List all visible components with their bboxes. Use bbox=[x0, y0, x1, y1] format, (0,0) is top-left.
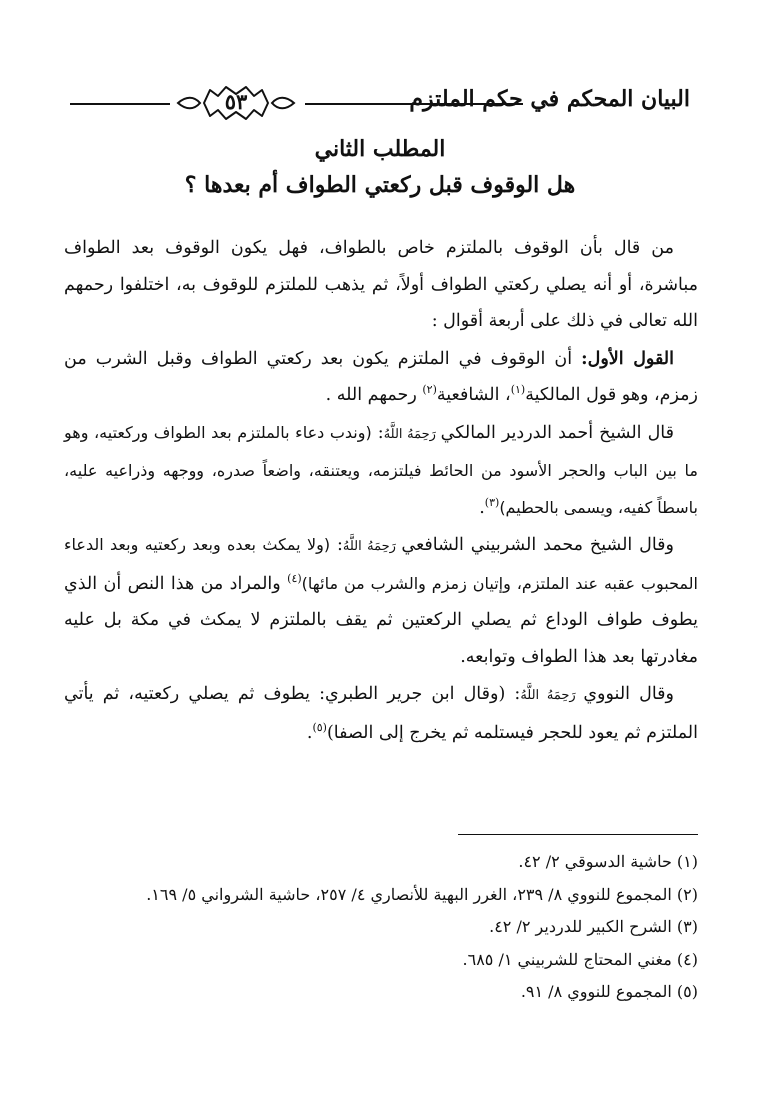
text-run: . bbox=[479, 497, 485, 518]
header-rule bbox=[305, 103, 523, 105]
text-run: رحمهم الله . bbox=[325, 385, 423, 405]
footnote-ref: (٥) bbox=[312, 720, 327, 734]
body-text bbox=[64, 230, 698, 751]
honorific: رَحِمَهُ اللَّهُ bbox=[383, 426, 441, 442]
quotation: (ولا يمكث بعده وبعد ركعتيه وبعد الدعاء المحبوب عقبه عند الملتزم، وإتيان زمزم والشرب من مائها) bbox=[64, 535, 698, 593]
text-run: : bbox=[371, 422, 384, 443]
footnote-separator bbox=[458, 834, 698, 835]
text-run: قال الشيخ أحمد الدردير المالكي bbox=[440, 422, 675, 443]
text-run: ، الشافعية bbox=[436, 385, 511, 405]
text-run: . bbox=[306, 722, 313, 743]
paragraph-dardir-quote bbox=[64, 415, 698, 527]
paragraph-intro: من قال بأن الوقوف بالملتزم خاص بالطواف، فهل يكون الوقوف بعد الطواف مباشرة، أو أنه يصلي ركعتي الطواف أولاً، ثم يذهب للملتزم للوقوف به، اختلفوا رحمهم الله تعالى في ذلك على أربعة أقوال : bbox=[64, 238, 698, 331]
footnote-item: (٢) المجموع للنووي ٨/ ٢٣٩، الغرر البهية للأنصاري ٤/ ٢٥٧، حاشية الشرواني ٥/ ١٦٩. bbox=[146, 884, 698, 904]
quotation: (وقال ابن جرير الطبري: يطوف ثم يصلي ركعتيه، ثم يأتي الملتزم ثم يعود للحجر فيستلمه ثم يخرج إلى الصفا) bbox=[64, 684, 698, 743]
paragraph-first-opinion bbox=[64, 341, 698, 414]
footnote-ref: (٤) bbox=[287, 571, 302, 585]
footnote-ref: (٢) bbox=[422, 383, 437, 397]
section-title: المطلب الثاني bbox=[314, 136, 446, 162]
header-rule bbox=[70, 103, 170, 105]
footnote-item: (٥) المجموع للنووي ٨/ ٩١. bbox=[520, 982, 698, 1001]
book-title: البيان المحكم في حكم الملتزم bbox=[409, 86, 690, 112]
text-run: أن الوقوف في الملتزم يكون بعد ركعتي الطواف وقبل الشرب من زمزم، وهو قول المالكية bbox=[64, 348, 698, 405]
text-run: وقال الشيخ محمد الشربيني الشافعي bbox=[401, 535, 674, 555]
section-subtitle: هل الوقوف قبل ركعتي الطواف أم بعدها ؟ bbox=[184, 172, 576, 198]
running-header bbox=[70, 78, 690, 126]
footnote-ref: (١) bbox=[510, 383, 526, 397]
footnote-item: (١) حاشية الدسوقي ٢/ ٤٢. bbox=[518, 852, 698, 871]
quotation: (وندب دعاء بالملتزم بعد الطواف وركعتيه، وهو ما بين الباب والحجر الأسود من الحائط فيلتزمه، ويعتنقه، واضعاً صدره، ووجهه وذراعيه عليه، باسطاً كفيه، ويسمى بالحطيم) bbox=[64, 422, 698, 517]
text-run: والمراد من هذا النص أن الذي يطوف طواف الوداع ثم يصلي الركعتين ثم يقف بالملتزم لا يمكث في مكة بل عليه مغادرتها بعد هذا الطواف وتوابعه. bbox=[64, 573, 698, 667]
honorific: رَحِمَهُ اللَّهُ bbox=[520, 688, 584, 703]
honorific: رَحِمَهُ اللَّهُ bbox=[342, 539, 402, 554]
footnote-ref: (٣) bbox=[484, 495, 500, 509]
footnote-item: (٤) مغني المحتاج للشربيني ١/ ٦٨٥. bbox=[462, 949, 698, 969]
opinion-label: القول الأول: bbox=[581, 348, 674, 369]
text-run: : bbox=[505, 684, 521, 704]
paragraph-nawawi-quote bbox=[64, 676, 698, 751]
page-number: ٥٣ bbox=[224, 89, 248, 114]
text-run: : bbox=[330, 535, 343, 555]
paragraph-shirbini-quote bbox=[64, 527, 698, 675]
footnote-item: (٣) الشرح الكبير للدردير ٢/ ٤٢. bbox=[489, 917, 698, 936]
footnotes bbox=[64, 846, 698, 1009]
page-number-badge bbox=[174, 82, 298, 124]
text-run: وقال النووي bbox=[583, 684, 674, 704]
